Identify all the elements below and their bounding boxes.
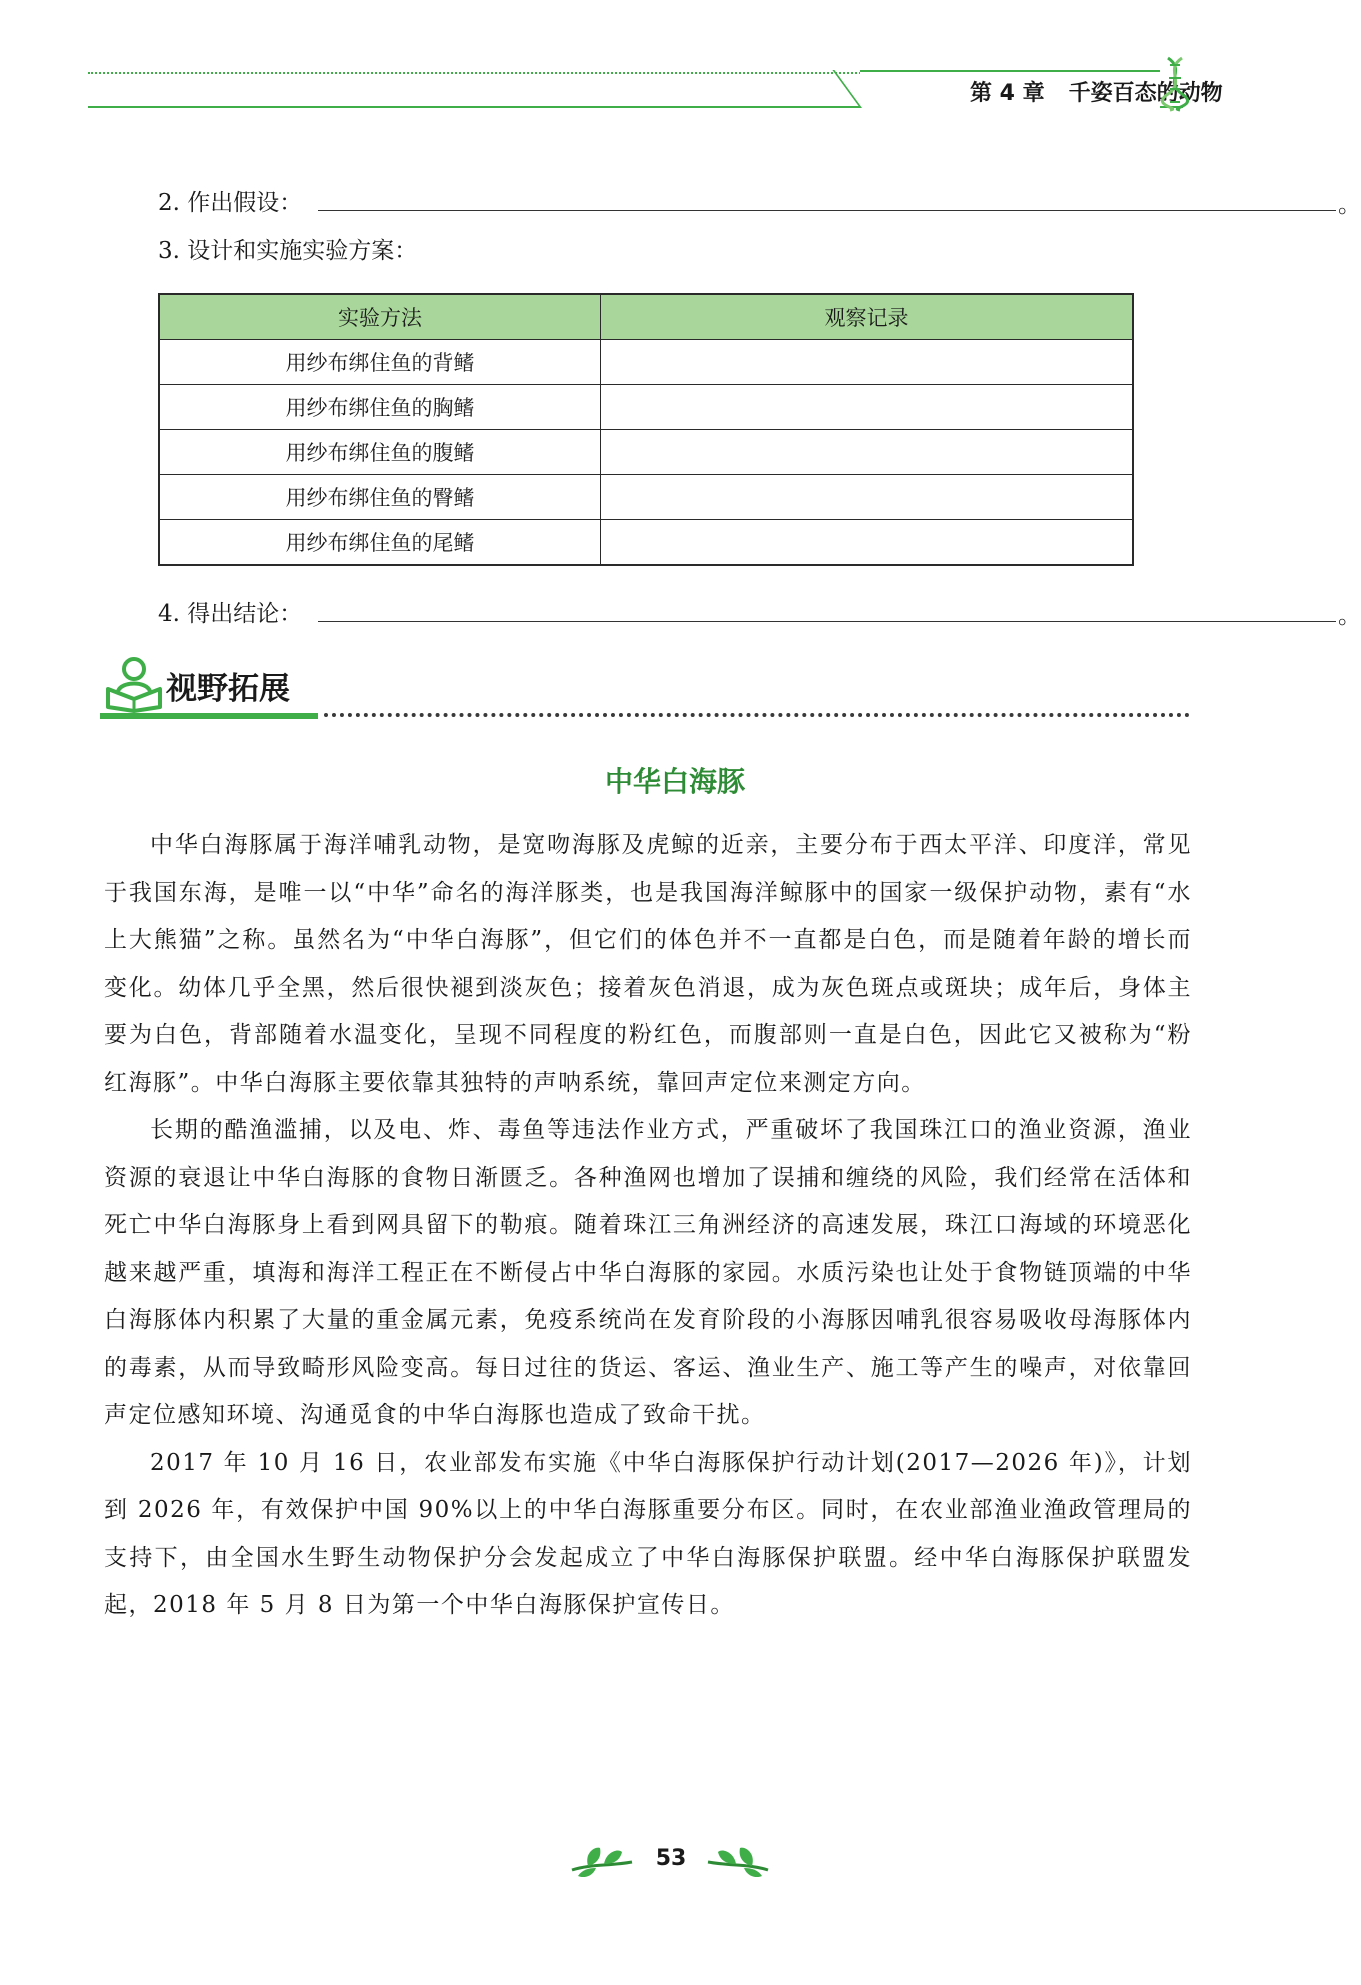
period: 。 <box>1338 603 1361 629</box>
method-cell: 用纱布绑住鱼的腹鳍 <box>159 430 601 475</box>
period: 。 <box>1338 192 1361 218</box>
article-paragraph-3: 2017 年 10 月 16 日，农业部发布实施《中华白海豚保护行动计划(2017—2026 年)》，计划到 2026 年，有效保护中国 90%以上的中华白海豚重要分布区。同时，在农业部渔业渔政管理局的支持下，由全国水生野生动物保护分会发起成立了中华白海豚保护联盟。经中华白海豚保护联盟发起，2018 年 5 月 8 日为第一个中华白海豚保护宣传日。 <box>104 1449 1192 1618</box>
article-paragraph-1: 中华白海豚属于海洋哺乳动物，是宽吻海豚及虎鲸的近亲，主要分布于西太平洋、印度洋，常见于我国东海，是唯一以“中华”命名的海洋豚类，也是我国海洋鲸豚中的国家一级保护动物，素有“水上大熊猫”之称。虽然名为“中华白海豚”，但它们的体色并不一直都是白色，而是随着年龄的增长而变化。幼体几乎全黑，然后很快褪到淡灰色；接着灰色消退，成为灰色斑点或斑块；成年后，身体主要为白色，背部随着水温变化，呈现不同程度的粉红色，而腹部则一直是白色，因此它又被称为“粉红海豚”。中华白海豚主要依靠其独特的声呐系统，靠回声定位来测定方向。 <box>104 832 1192 1096</box>
article-paragraph-2: 长期的酷渔滥捕，以及电、炸、毒鱼等违法作业方式，严重破坏了我国珠江口的渔业资源，渔业资源的衰退让中华白海豚的食物日渐匮乏。各种渔网也增加了误捕和缠绕的风险，我们经常在活体和死亡中华白海豚身上看到网具留下的勒痕。随着珠江三角洲经济的高速发展，珠江口海域的环境恶化越来越严重，填海和海洋工程正在不断侵占中华白海豚的家园。水质污染也让处于食物链顶端的中华白海豚体内积累了大量的重金属元素，免疫系统尚在发育阶段的小海豚因哺乳很容易吸收母海豚体内的毒素，从而导致畸形风险变高。每日过往的货运、客运、渔业生产、施工等产生的噪声，对依靠回声定位感知环境、沟通觅食的中华白海豚也造成了致命干扰。 <box>104 1117 1192 1428</box>
section-dotted-rule <box>324 713 1190 717</box>
question-2-label: 2. 作出假设： <box>158 190 303 216</box>
observation-cell[interactable] <box>601 430 1134 475</box>
observation-cell[interactable] <box>601 385 1134 430</box>
left-leaf-icon <box>570 1844 634 1880</box>
method-cell: 用纱布绑住鱼的臀鳍 <box>159 475 601 520</box>
header-dotted-line <box>88 72 868 74</box>
dna-icon <box>1160 56 1190 112</box>
table-row <box>159 520 1133 566</box>
section-underline <box>100 713 318 719</box>
question-3 <box>158 232 417 265</box>
column-header-method: 实验方法 <box>159 294 601 340</box>
chapter-number: 第 4 章 <box>970 81 1045 106</box>
method-cell: 用纱布绑住鱼的胸鳍 <box>159 385 601 430</box>
section-title: 视野拓展 <box>166 671 290 707</box>
table-row <box>159 475 1133 520</box>
page-number: 53 <box>655 1846 687 1871</box>
page-footer <box>570 1840 770 1890</box>
article-title: 中华白海豚 <box>604 765 745 798</box>
table-row <box>159 340 1133 385</box>
right-leaf-icon <box>706 1844 770 1880</box>
observation-cell[interactable] <box>601 520 1134 566</box>
observation-cell[interactable] <box>601 475 1134 520</box>
conclusion-blank[interactable] <box>318 621 1336 622</box>
chapter-title: 千姿百态的动物 <box>1068 81 1223 106</box>
article-body <box>104 822 1192 1630</box>
observation-cell[interactable] <box>601 340 1134 385</box>
question-4 <box>158 595 1361 629</box>
table-row <box>159 430 1133 475</box>
question-2 <box>158 184 1361 218</box>
table-row <box>159 385 1133 430</box>
reader-book-icon <box>104 655 164 711</box>
section-heading <box>100 655 1190 717</box>
question-4-label: 4. 得出结论： <box>158 601 303 627</box>
method-cell: 用纱布绑住鱼的尾鳍 <box>159 520 601 566</box>
experiment-table <box>158 293 1134 566</box>
question-3-label: 3. 设计和实施实验方案： <box>158 238 418 264</box>
column-header-observation: 观察记录 <box>601 294 1134 340</box>
chapter-tab <box>860 70 1223 108</box>
method-cell: 用纱布绑住鱼的背鳍 <box>159 340 601 385</box>
page-header <box>88 56 1223 116</box>
table-header-row <box>159 294 1133 340</box>
hypothesis-blank[interactable] <box>318 210 1336 211</box>
